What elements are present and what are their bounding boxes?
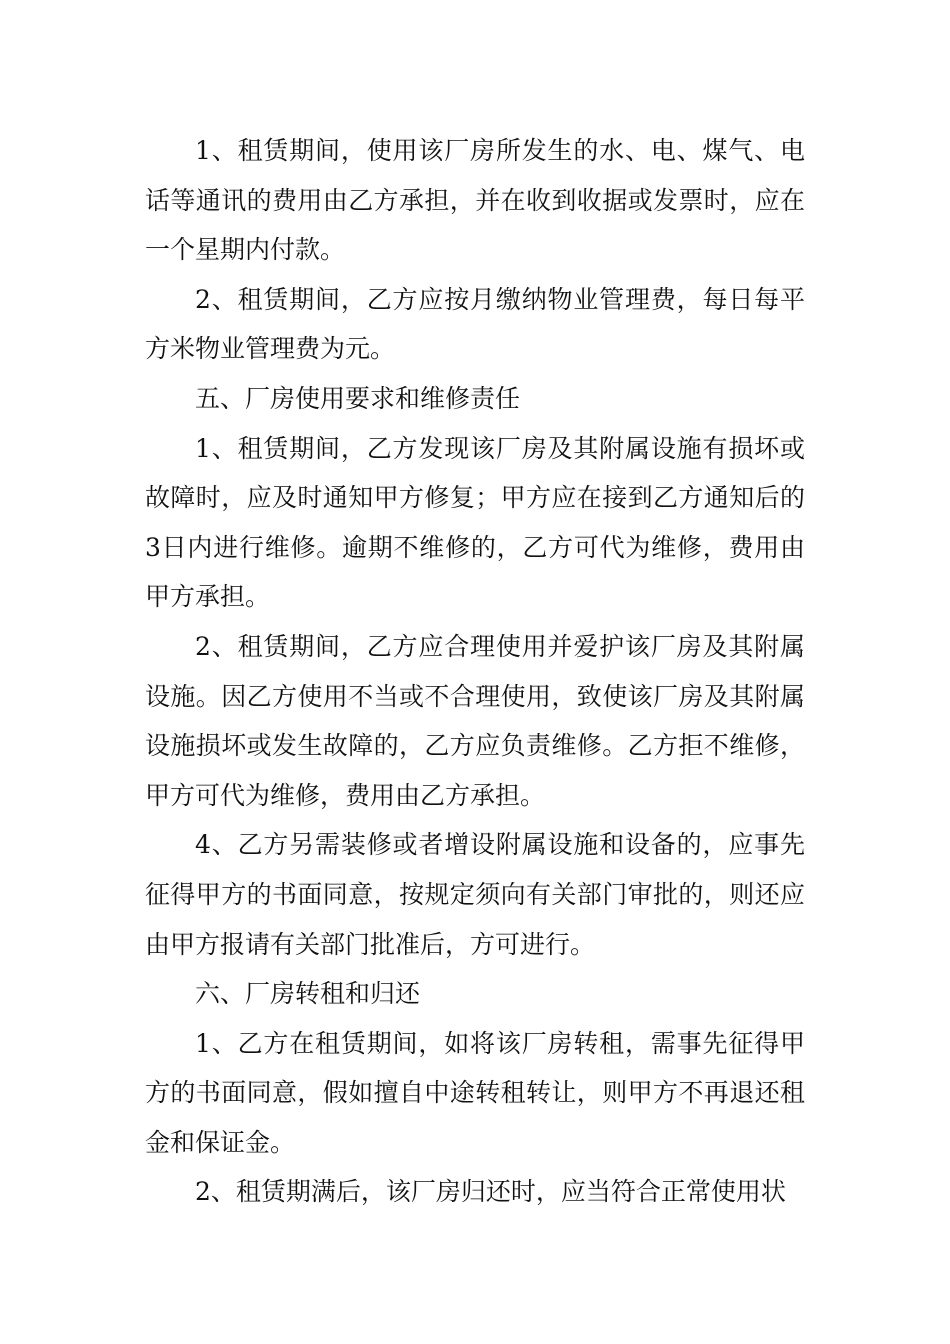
- paragraph-proper-use: 2、租赁期间，乙方应合理使用并爱护该厂房及其附属设施。因乙方使用不当或不合理使用，致使该厂房及其附属设施损坏或发生故障的，乙方应负责维修。乙方拒不维修，甲方可代为维修，费用由乙方承担。: [145, 631, 805, 810]
- paragraph-renovation-approval: 4、乙方另需装修或者增设附属设施和设备的，应事先征得甲方的书面同意，按规定须向有关部门审批的，则还应由甲方报请有关部门批准后，方可进行。: [145, 830, 805, 959]
- section-heading-sublease-and-return: 六、厂房转租和归还: [195, 979, 421, 1009]
- paragraph-sublease-consent: 1、乙方在租赁期间，如将该厂房转租，需事先征得甲方的书面同意，假如擅自中途转租转让，则甲方不再退还租金和保证金。: [145, 1028, 805, 1157]
- paragraph-return-condition: 2、租赁期满后，该厂房归还时，应当符合正常使用状: [195, 1177, 786, 1207]
- paragraph-utilities-fees: 1、租赁期间，使用该厂房所发生的水、电、煤气、电话等通讯的费用由乙方承担，并在收到收据或发票时，应在一个星期内付款。: [145, 136, 805, 265]
- paragraph-repair-notification: 1、租赁期间，乙方发现该厂房及其附属设施有损坏或故障时，应及时通知甲方修复；甲方应在接到乙方通知后的3日内进行维修。逾期不维修的，乙方可代为维修，费用由甲方承担。: [145, 433, 805, 612]
- paragraph-property-management-fee: 2、租赁期间，乙方应按月缴纳物业管理费，每日每平方米物业管理费为元。: [145, 284, 805, 364]
- section-heading-usage-and-maintenance: 五、厂房使用要求和维修责任: [195, 383, 521, 413]
- document-body: [145, 126, 805, 1217]
